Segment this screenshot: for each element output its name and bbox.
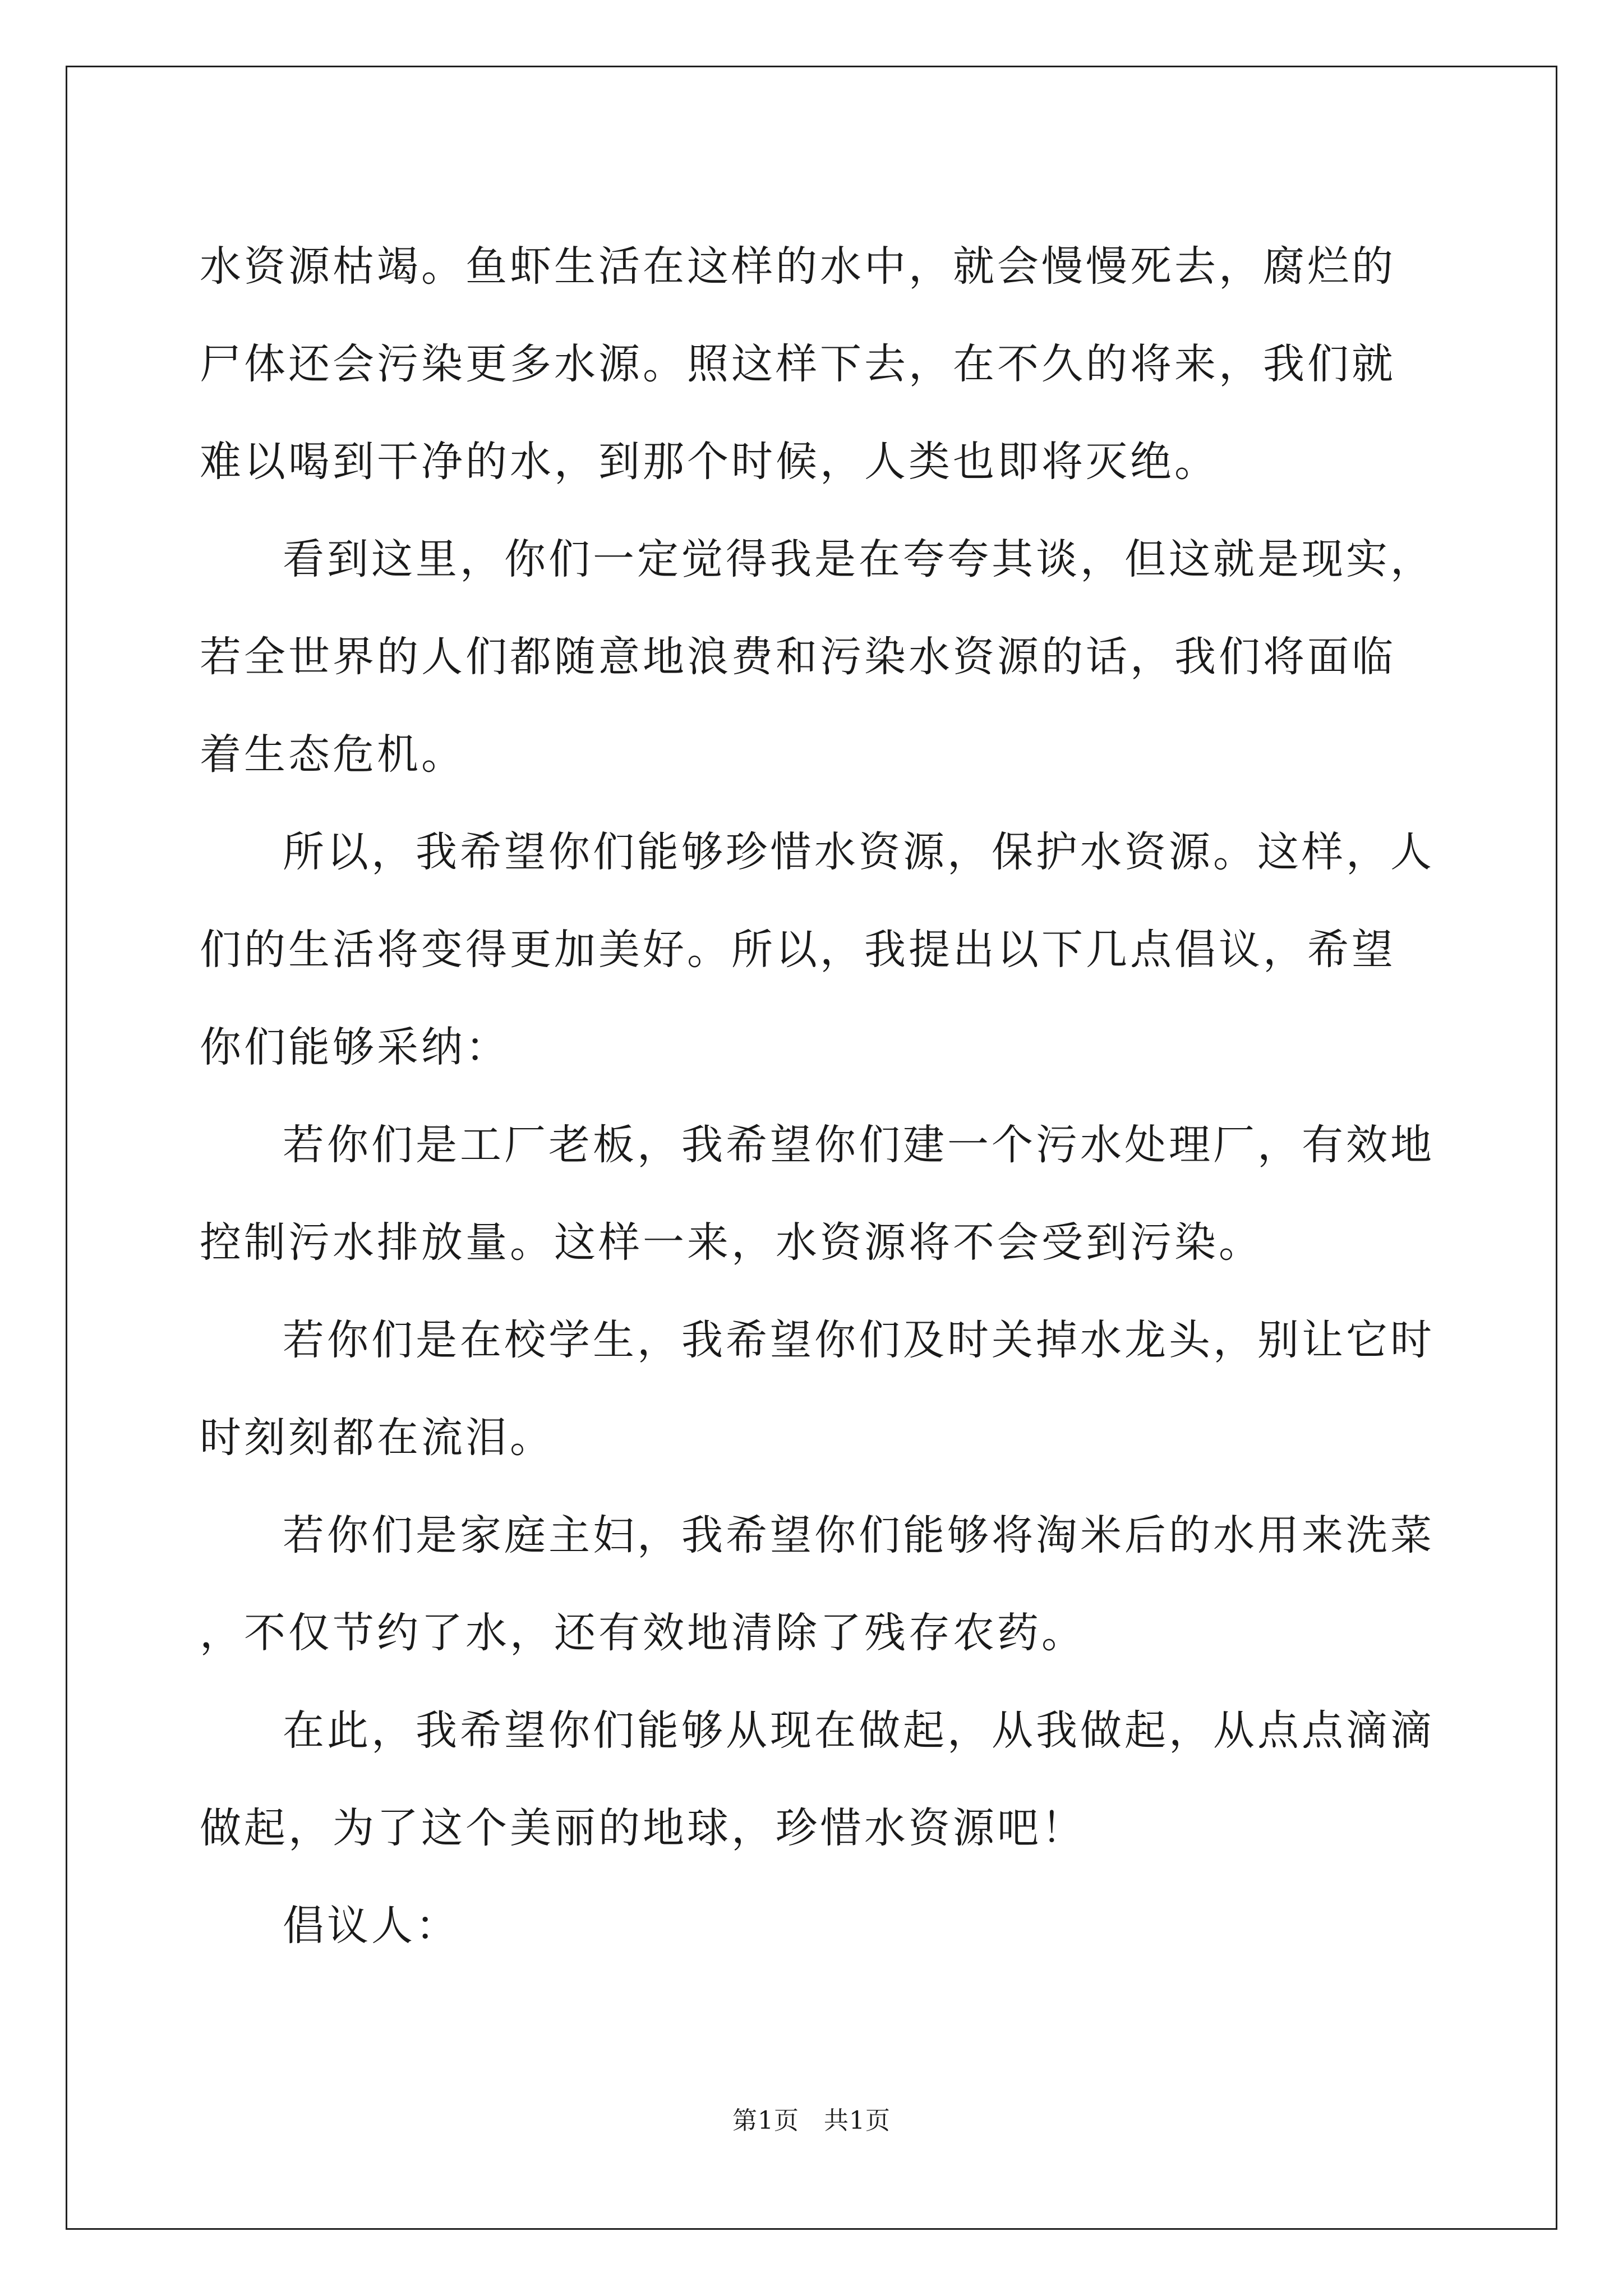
document-body xyxy=(200,218,1436,1975)
paragraph-2: 看到这里，你们一定觉得我是在夸夸其谈，但这就是现实，若全世界的人们都随意地浪费和污染水资源的话，我们将面临着生态危机。 xyxy=(200,535,1435,779)
paragraph-5: 若你们是在校学生，我希望你们及时关掉水龙头，别让它时时刻刻都在流泪。 xyxy=(200,1316,1435,1462)
paragraph-7: 在此，我希望你们能够从现在做起，从我做起，从点点滴滴做起，为了这个美丽的地球，珍惜水资源吧！ xyxy=(200,1706,1435,1852)
paragraph-1: 水资源枯竭。鱼虾生活在这样的水中，就会慢慢死去，腐烂的尸体还会污染更多水源。照这样下去，在不久的将来，我们就难以喝到干净的水，到那个时候，人类也即将灭绝。 xyxy=(200,242,1396,486)
total-page-count: 共1页 xyxy=(824,2106,891,2135)
paragraph-6: 若你们是家庭主妇，我希望你们能够将淘米后的水用来洗菜，不仅节约了水，还有效地清除了残存农药。 xyxy=(200,1511,1435,1657)
paragraph-3: 所以，我希望你们能够珍惜水资源，保护水资源。这样，人们的生活将变得更加美好。所以，我提出以下几点倡议，希望你们能够采纳： xyxy=(200,828,1435,1071)
current-page-number: 第1页 xyxy=(732,2106,799,2135)
page-footer xyxy=(0,2104,1623,2138)
signature-line: 倡议人： xyxy=(283,1902,460,1950)
paragraph-4: 若你们是工厂老板，我希望你们建一个污水处理厂，有效地控制污水排放量。这样一来，水资源将不会受到污染。 xyxy=(200,1121,1435,1267)
